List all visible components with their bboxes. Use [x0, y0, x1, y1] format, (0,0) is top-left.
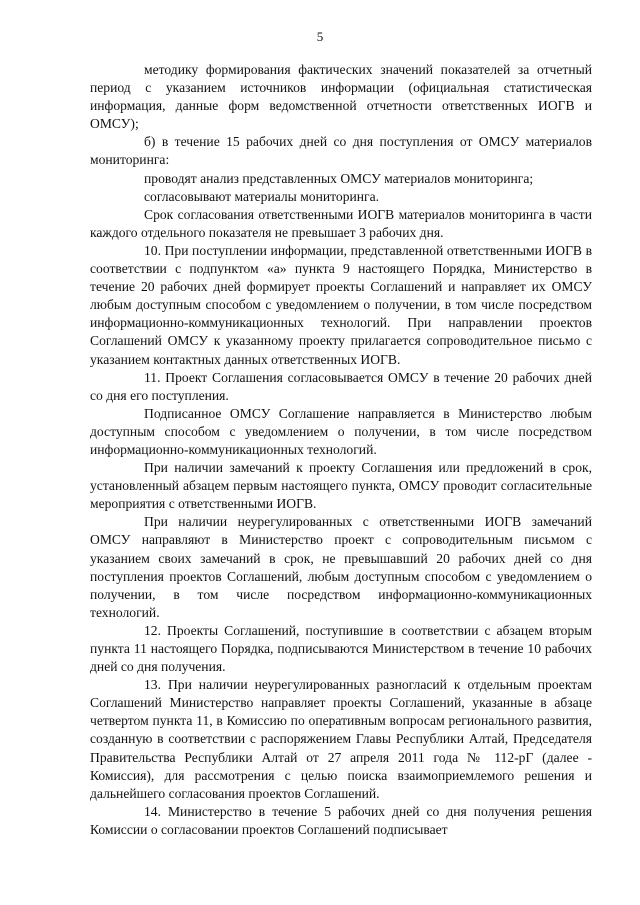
paragraph: 11. Проект Соглашения согласовывается ОМСУ в течение 20 рабочих дней со дня его поступления.	[90, 369, 592, 403]
page-number: 5	[316, 29, 324, 44]
paragraph: 13. При наличии неурегулированных разногласий к отдельным проектам Соглашений Министерство направляет проекты Соглашений, указанные в абзаце четвертом пункта 11, в Комиссию по оперативным вопросам регионального развития, созданную в соответствии с распоряжением Главы Республики Алтай, Председателя Правительства Республики Алтай от 27 апреля 2011 года № 112-рГ (далее - Комиссия), для рассмотрения с целью поиска взаимоприемлемого решения и дальнейшего согласования проектов Соглашений.	[90, 677, 592, 801]
paragraph: 12. Проекты Соглашений, поступившие в соответствии с абзацем вторым пункта 11 настоящего Порядка, подписываются Министерством в течение 10 рабочих дней со дня получения.	[90, 622, 592, 675]
paragraph: При наличии неурегулированных с ответственными ИОГВ замечаний ОМСУ направляют в Министерство проект с сопроводительным письмом с указанием своих замечаний в срок, не превышавший 20 рабочих дней со дня поступления проектов Соглашений, любым доступным способом с уведомлением о получении, в том числе посредством информационно-коммуникационных технологий.	[90, 514, 592, 620]
paragraph: 10. При поступлении информации, представленной ответственными ИОГВ в соответствии с подпунктом «а» пункта 9 настоящего Порядка, Министерство в течение 20 рабочих дней формирует проекты Соглашений и направляет их ОМСУ любым доступным способом с уведомлением о получении, в том числе посредством информационно-коммуникационных технологий. При направлении проектов Соглашений ОМСУ к указанному проекту прилагается сопроводительное письмо с указанием контактных данных ответственных ИОГВ.	[90, 242, 592, 367]
paragraph: согласовывают материалы мониторинга.	[144, 188, 380, 204]
paragraph: 14. Министерство в течение 5 рабочих дней со дня получения решения Комиссии о согласовании проектов Соглашений подписывает	[90, 803, 592, 837]
paragraph: б) в течение 15 рабочих дней со дня поступления от ОМСУ материалов мониторинга:	[90, 134, 592, 168]
paragraph: Подписанное ОМСУ Соглашение направляется в Министерство любым доступным способом с уведомлением о получении, в том числе посредством информационно-коммуникационных технологий.	[90, 405, 592, 457]
paragraph: Срок согласования ответственными ИОГВ материалов мониторинга в части каждого отдельного показателя не превышает 3 рабочих дня.	[90, 206, 592, 240]
paragraph: При наличии замечаний к проекту Соглашения или предложений в срок, установленный абзацем первым настоящего пункта, ОМСУ проводит согласительные мероприятия с ответственными ИОГВ.	[90, 460, 592, 512]
paragraph: проводят анализ представленных ОМСУ материалов мониторинга;	[144, 170, 534, 186]
paragraph: методику формирования фактических значений показателей за отчетный период с указанием источников информации (официальная статистическая информация, данные форм ведомственной отчетности ответственных ИОГВ и ОМСУ);	[90, 62, 592, 132]
document-body	[90, 61, 592, 839]
